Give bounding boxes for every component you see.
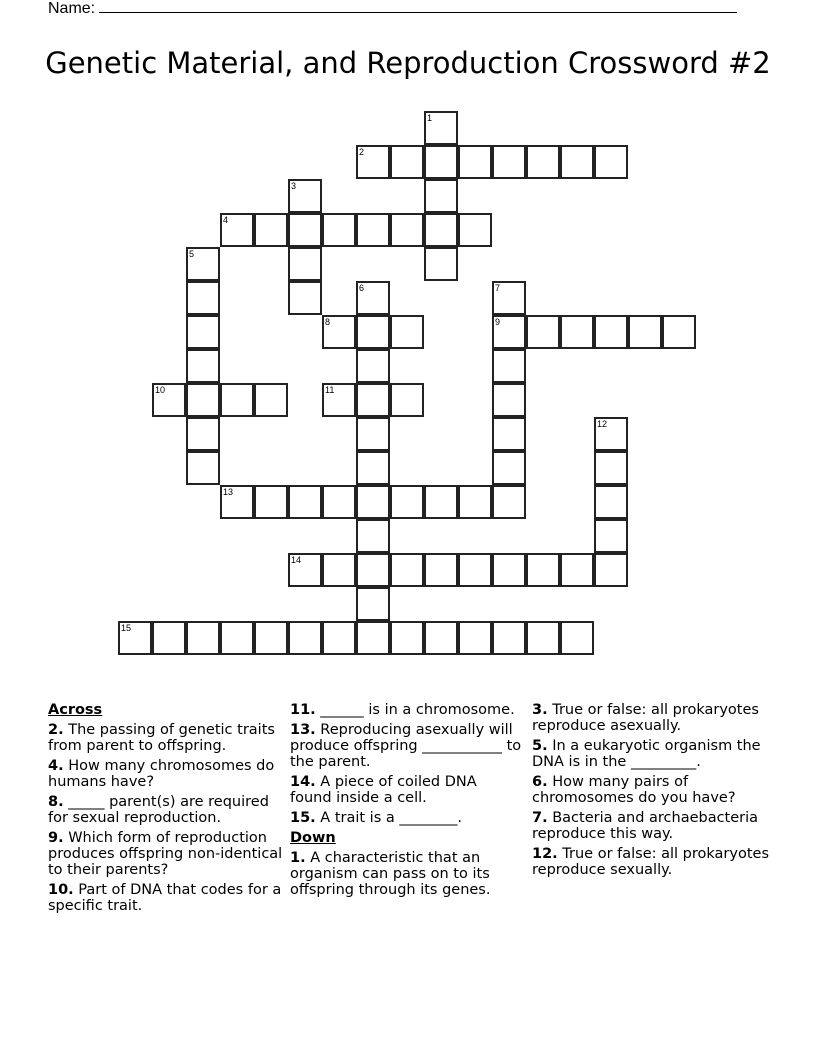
crossword-cell[interactable]	[560, 621, 594, 655]
crossword-cell[interactable]	[356, 553, 390, 587]
crossword-cell[interactable]	[390, 485, 424, 519]
crossword-cell[interactable]	[526, 553, 560, 587]
crossword-cell[interactable]	[424, 485, 458, 519]
crossword-cell[interactable]	[458, 621, 492, 655]
clues-column-2	[290, 702, 522, 902]
crossword-cell[interactable]	[322, 213, 356, 247]
clue-number: 7	[495, 283, 501, 293]
crossword-cell[interactable]	[288, 621, 322, 655]
clue-number: 9	[495, 317, 501, 327]
crossword-cell[interactable]	[322, 383, 356, 417]
crossword-cell[interactable]	[594, 145, 628, 179]
clue-down-1: 1. A characteristic that an organism can pass on to its offspring through its genes.	[290, 850, 491, 898]
clues-column-3	[532, 702, 772, 882]
clue-across-8: 8. _____ parent(s) are required for sexual reproduction.	[48, 794, 269, 826]
clue-down-6: 6. How many pairs of chromosomes do you have?	[532, 774, 736, 806]
clue-number: 11	[325, 385, 335, 395]
crossword-cell[interactable]	[254, 213, 288, 247]
crossword-cell[interactable]	[356, 383, 390, 417]
name-label: Name:	[48, 0, 96, 17]
crossword-cell[interactable]	[288, 213, 322, 247]
crossword-cell[interactable]	[594, 553, 628, 587]
clue-number: 14	[291, 555, 302, 565]
crossword-cell[interactable]	[526, 621, 560, 655]
down-heading: Down	[290, 830, 336, 846]
crossword-cell[interactable]	[424, 111, 458, 145]
crossword-cell[interactable]	[424, 553, 458, 587]
clue-across-11: 11. ______ is in a chromosome.	[290, 702, 515, 718]
crossword-cell[interactable]	[356, 315, 390, 349]
crossword-cell[interactable]	[254, 485, 288, 519]
crossword-cell[interactable]	[356, 587, 390, 621]
clue-number: 13	[223, 487, 234, 497]
crossword-cell[interactable]	[492, 281, 526, 315]
crossword-cell[interactable]	[492, 315, 526, 349]
crossword-cell[interactable]	[288, 281, 322, 315]
crossword-cell[interactable]	[322, 621, 356, 655]
clue-number: 4	[223, 215, 229, 225]
crossword-cell[interactable]	[356, 213, 390, 247]
crossword-cell[interactable]	[424, 213, 458, 247]
clue-down-5: 5. In a eukaryotic organism the DNA is in the _________.	[532, 738, 761, 770]
crossword-cell[interactable]	[492, 621, 526, 655]
crossword-cell[interactable]	[390, 315, 424, 349]
crossword-cell[interactable]	[186, 247, 220, 281]
crossword-cell[interactable]	[492, 553, 526, 587]
crossword-cell[interactable]	[492, 145, 526, 179]
crossword-cell[interactable]	[662, 315, 696, 349]
clue-across-13: 13. Reproducing asexually will produce offspring ___________ to the parent.	[290, 722, 522, 770]
clue-across-10: 10. Part of DNA that codes for a specific trait.	[48, 882, 282, 914]
crossword-cell[interactable]	[356, 145, 390, 179]
clue-across-4: 4. How many chromosomes do humans have?	[48, 758, 275, 790]
crossword-cell[interactable]	[186, 315, 220, 349]
clue-number: 2	[359, 147, 365, 157]
crossword-cell[interactable]	[356, 349, 390, 383]
clues-column-1	[48, 702, 284, 918]
clue-across-14: 14. A piece of coiled DNA found inside a cell.	[290, 774, 477, 806]
crossword-cell[interactable]	[492, 485, 526, 519]
crossword-cell[interactable]	[322, 485, 356, 519]
crossword-cell[interactable]	[186, 417, 220, 451]
crossword-cell[interactable]	[424, 145, 458, 179]
clue-down-3: 3. True or false: all prokaryotes reproduce asexually.	[532, 702, 759, 734]
crossword-cell[interactable]	[560, 553, 594, 587]
crossword-cell[interactable]	[186, 349, 220, 383]
crossword-cell[interactable]	[186, 383, 220, 417]
crossword-cell[interactable]	[594, 519, 628, 553]
clue-number: 1	[427, 113, 433, 123]
crossword-cell[interactable]	[288, 247, 322, 281]
crossword-cell[interactable]	[220, 485, 254, 519]
page-title: Genetic Material, and Reproduction Crossword #2	[45, 46, 771, 80]
clue-across-9: 9. Which form of reproduction produces offspring non-identical to their parents?	[48, 830, 283, 878]
crossword-cell[interactable]	[220, 213, 254, 247]
crossword-cell[interactable]	[254, 383, 288, 417]
crossword-cell[interactable]	[560, 145, 594, 179]
crossword-cell[interactable]	[390, 145, 424, 179]
crossword-cell[interactable]	[152, 383, 186, 417]
crossword-cell[interactable]	[424, 621, 458, 655]
clue-across-2: 2. The passing of genetic traits from parent to offspring.	[48, 722, 275, 754]
crossword-cell[interactable]	[594, 315, 628, 349]
crossword-cell[interactable]	[458, 145, 492, 179]
crossword-cell[interactable]	[288, 179, 322, 213]
crossword-cell[interactable]	[118, 621, 152, 655]
crossword-cell[interactable]	[526, 145, 560, 179]
crossword-cell[interactable]	[356, 485, 390, 519]
crossword-cell[interactable]	[594, 417, 628, 451]
crossword-cell[interactable]	[356, 621, 390, 655]
crossword-cell[interactable]	[288, 553, 322, 587]
crossword-cell[interactable]	[492, 383, 526, 417]
crossword-cell[interactable]	[186, 451, 220, 485]
crossword-cell[interactable]	[424, 247, 458, 281]
crossword-cell[interactable]	[322, 553, 356, 587]
clue-number: 6	[359, 283, 365, 293]
crossword-cell[interactable]	[560, 315, 594, 349]
crossword-cell[interactable]	[390, 213, 424, 247]
across-heading: Across	[48, 702, 103, 718]
clue-number: 5	[189, 249, 195, 259]
crossword-cell[interactable]	[628, 315, 662, 349]
crossword-cell[interactable]	[492, 417, 526, 451]
crossword-cell[interactable]	[220, 621, 254, 655]
crossword-cell[interactable]	[390, 621, 424, 655]
crossword-cell[interactable]	[186, 281, 220, 315]
crossword-cell[interactable]	[288, 485, 322, 519]
crossword-cell[interactable]	[390, 553, 424, 587]
crossword-cell[interactable]	[492, 451, 526, 485]
clue-down-12: 12. True or false: all prokaryotes reproduce sexually.	[532, 846, 770, 878]
crossword-cell[interactable]	[356, 519, 390, 553]
crossword-cell[interactable]	[220, 383, 254, 417]
clue-number: 10	[155, 385, 166, 395]
crossword-cell[interactable]	[152, 621, 186, 655]
crossword-cell[interactable]	[356, 417, 390, 451]
crossword-cell[interactable]	[594, 451, 628, 485]
clue-number: 15	[121, 623, 132, 633]
crossword-cell[interactable]	[492, 349, 526, 383]
clue-across-15: 15. A trait is a ________.	[290, 810, 462, 826]
clue-number: 12	[597, 419, 608, 429]
crossword-cell[interactable]	[526, 315, 560, 349]
crossword-cell[interactable]	[458, 213, 492, 247]
crossword-cell[interactable]	[424, 179, 458, 213]
crossword-cell[interactable]	[458, 485, 492, 519]
crossword-cell[interactable]	[356, 281, 390, 315]
clue-number: 8	[325, 317, 331, 327]
crossword-cell[interactable]	[390, 383, 424, 417]
crossword-cell[interactable]	[458, 553, 492, 587]
crossword-cell[interactable]	[356, 451, 390, 485]
clue-number: 3	[291, 181, 297, 191]
clue-down-7: 7. Bacteria and archaebacteria reproduce this way.	[532, 810, 759, 842]
crossword-cell[interactable]	[322, 315, 356, 349]
crossword-cell[interactable]	[594, 485, 628, 519]
crossword-cell[interactable]	[254, 621, 288, 655]
crossword-cell[interactable]	[186, 621, 220, 655]
